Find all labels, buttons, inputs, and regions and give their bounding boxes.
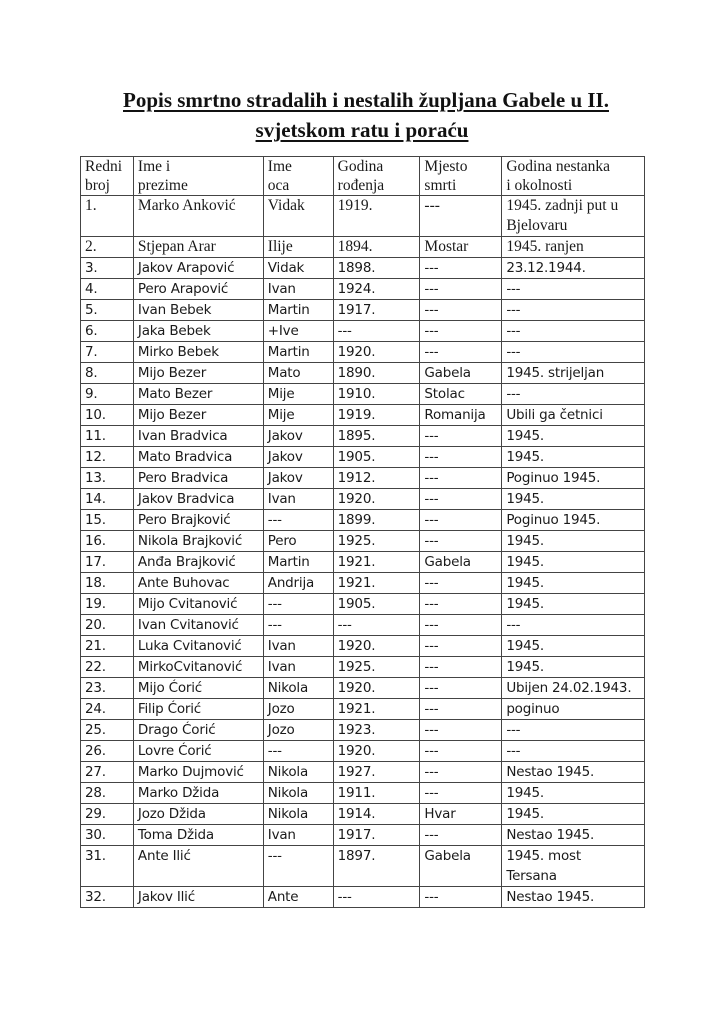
birth-year-cell: 1911.	[333, 783, 420, 804]
header-text-line: prezime	[137, 177, 188, 194]
fate-text-line: Nestao 1945.	[506, 889, 595, 905]
place-of-death-cell: ---	[420, 783, 502, 804]
place-of-death-cell: ---	[420, 531, 502, 552]
place-of-death-cell: Gabela	[420, 552, 502, 573]
table-row	[81, 447, 645, 468]
fate-text-line: Ubijen 24.02.1943.	[506, 680, 632, 696]
fate-cell	[502, 342, 645, 363]
name-cell: Filip Ćorić	[133, 699, 263, 720]
name-cell: Marko Džida	[133, 783, 263, 804]
name-cell: Pero Bradvica	[133, 468, 263, 489]
place-of-death-cell: ---	[420, 573, 502, 594]
place-of-death-cell: Gabela	[420, 363, 502, 384]
birth-year-cell: 1919.	[333, 196, 420, 237]
ordinal-cell: 3.	[81, 258, 134, 279]
fate-cell	[502, 196, 645, 237]
place-of-death-cell: ---	[420, 762, 502, 783]
header-text-line: Ime i	[137, 158, 171, 175]
ordinal-cell: 11.	[81, 426, 134, 447]
fate-text-line: Tersana	[506, 868, 557, 884]
fate-text-line: Poginuo 1945.	[506, 512, 601, 528]
father-name-cell: ---	[263, 594, 333, 615]
fate-cell	[502, 489, 645, 510]
father-name-cell: Ante	[263, 887, 333, 908]
table-row	[81, 678, 645, 699]
father-name-cell: Jakov	[263, 468, 333, 489]
table-row	[81, 825, 645, 846]
father-name-cell: Mato	[263, 363, 333, 384]
ordinal-cell: 23.	[81, 678, 134, 699]
ordinal-cell: 12.	[81, 447, 134, 468]
fate-cell	[502, 846, 645, 887]
name-cell: Nikola Brajković	[133, 531, 263, 552]
birth-year-cell: 1899.	[333, 510, 420, 531]
header-text-line: i okolnosti	[506, 177, 573, 194]
header-full-name	[133, 157, 263, 196]
place-of-death-cell: ---	[420, 342, 502, 363]
name-cell: Mato Bradvica	[133, 447, 263, 468]
header-ordinal	[81, 157, 134, 196]
father-name-cell: Vidak	[263, 196, 333, 237]
table-row	[81, 741, 645, 762]
table-row	[81, 510, 645, 531]
father-name-cell: Jozo	[263, 699, 333, 720]
father-name-cell: Ivan	[263, 279, 333, 300]
name-cell: Stjepan Arar	[133, 237, 263, 258]
fate-text-line: ---	[506, 617, 521, 633]
header-place-of-death	[420, 157, 502, 196]
ordinal-cell: 27.	[81, 762, 134, 783]
table-row	[81, 489, 645, 510]
header-text-line: Redni	[85, 158, 123, 175]
table-row	[81, 615, 645, 636]
ordinal-cell: 28.	[81, 783, 134, 804]
table-row	[81, 552, 645, 573]
birth-year-cell: 1905.	[333, 594, 420, 615]
ordinal-cell: 24.	[81, 699, 134, 720]
place-of-death-cell: ---	[420, 300, 502, 321]
father-name-cell: Nikola	[263, 783, 333, 804]
fate-cell	[502, 405, 645, 426]
place-of-death-cell: ---	[420, 426, 502, 447]
ordinal-cell: 5.	[81, 300, 134, 321]
fate-cell	[502, 741, 645, 762]
fate-cell	[502, 594, 645, 615]
table-row	[81, 321, 645, 342]
name-cell: Mijo Bezer	[133, 363, 263, 384]
name-cell: Ante Ilić	[133, 846, 263, 887]
fate-cell	[502, 384, 645, 405]
father-name-cell: ---	[263, 846, 333, 887]
fate-cell	[502, 657, 645, 678]
birth-year-cell: 1895.	[333, 426, 420, 447]
ordinal-cell: 9.	[81, 384, 134, 405]
header-text-line: Ime	[267, 158, 292, 175]
fate-text-line: ---	[506, 344, 521, 360]
father-name-cell: Pero	[263, 531, 333, 552]
table-row	[81, 531, 645, 552]
fate-text-line: poginuo	[506, 701, 560, 717]
fate-text-line: 1945. most	[506, 848, 581, 864]
table-row	[81, 804, 645, 825]
fate-cell	[502, 279, 645, 300]
father-name-cell: ---	[263, 510, 333, 531]
name-cell: Pero Brajković	[133, 510, 263, 531]
birth-year-cell: 1905.	[333, 447, 420, 468]
father-name-cell: Jakov	[263, 447, 333, 468]
birth-year-cell: 1927.	[333, 762, 420, 783]
fate-cell	[502, 762, 645, 783]
birth-year-cell: 1920.	[333, 636, 420, 657]
header-fate	[502, 157, 645, 196]
fate-text-line: 1945. strijeljan	[506, 365, 605, 381]
fate-cell	[502, 636, 645, 657]
place-of-death-cell: Romanija	[420, 405, 502, 426]
father-name-cell: Ivan	[263, 657, 333, 678]
name-cell: Anđa Brajković	[133, 552, 263, 573]
ordinal-cell: 10.	[81, 405, 134, 426]
ordinal-cell: 13.	[81, 468, 134, 489]
ordinal-cell: 31.	[81, 846, 134, 887]
place-of-death-cell: ---	[420, 594, 502, 615]
father-name-cell: Ivan	[263, 489, 333, 510]
fate-cell	[502, 363, 645, 384]
ordinal-cell: 14.	[81, 489, 134, 510]
fate-cell	[502, 552, 645, 573]
fate-cell	[502, 531, 645, 552]
ordinal-cell: 7.	[81, 342, 134, 363]
table-row	[81, 196, 645, 237]
birth-year-cell: 1920.	[333, 489, 420, 510]
fate-text-line: ---	[506, 743, 521, 759]
table-row	[81, 468, 645, 489]
table-row	[81, 887, 645, 908]
father-name-cell: ---	[263, 615, 333, 636]
fate-cell	[502, 804, 645, 825]
table-row	[81, 594, 645, 615]
table-row	[81, 384, 645, 405]
header-text-line: rođenja	[337, 177, 385, 194]
place-of-death-cell: ---	[420, 887, 502, 908]
name-cell: Ivan Cvitanović	[133, 615, 263, 636]
ordinal-cell: 30.	[81, 825, 134, 846]
birth-year-cell: 1890.	[333, 363, 420, 384]
father-name-cell: ---	[263, 741, 333, 762]
place-of-death-cell: ---	[420, 447, 502, 468]
place-of-death-cell: Mostar	[420, 237, 502, 258]
place-of-death-cell: ---	[420, 258, 502, 279]
birth-year-cell: 1921.	[333, 552, 420, 573]
fate-text-line: Nestao 1945.	[506, 827, 595, 843]
father-name-cell: Nikola	[263, 804, 333, 825]
birth-year-cell: 1920.	[333, 678, 420, 699]
name-cell: Jakov Bradvica	[133, 489, 263, 510]
table-row	[81, 405, 645, 426]
fate-text-line: Poginuo 1945.	[506, 470, 601, 486]
ordinal-cell: 6.	[81, 321, 134, 342]
header-text-line: broj	[85, 177, 110, 194]
fate-text-line: 23.12.1944.	[506, 260, 586, 276]
fate-text-line: 1945. zadnji put u	[506, 197, 619, 214]
ordinal-cell: 2.	[81, 237, 134, 258]
place-of-death-cell: ---	[420, 196, 502, 237]
table-row	[81, 657, 645, 678]
name-cell: Jaka Bebek	[133, 321, 263, 342]
fate-text-line: ---	[506, 281, 521, 297]
name-cell: Marko Dujmović	[133, 762, 263, 783]
birth-year-cell: 1921.	[333, 699, 420, 720]
fate-text-line: Nestao 1945.	[506, 764, 595, 780]
document-title-line-2: svjetskom ratu i poraću	[255, 118, 469, 142]
fate-text-line: ---	[506, 323, 521, 339]
father-name-cell: Martin	[263, 342, 333, 363]
birth-year-cell: 1917.	[333, 825, 420, 846]
place-of-death-cell: ---	[420, 489, 502, 510]
table-header-row	[81, 157, 645, 196]
name-cell: MirkoCvitanović	[133, 657, 263, 678]
fate-cell	[502, 468, 645, 489]
father-name-cell: Andrija	[263, 573, 333, 594]
header-father-name	[263, 157, 333, 196]
fate-text-line: 1945.	[506, 659, 544, 675]
birth-year-cell: 1898.	[333, 258, 420, 279]
table-row	[81, 699, 645, 720]
birth-year-cell: 1917.	[333, 300, 420, 321]
table-row	[81, 720, 645, 741]
father-name-cell: Martin	[263, 552, 333, 573]
place-of-death-cell: ---	[420, 279, 502, 300]
table-row	[81, 300, 645, 321]
name-cell: Mirko Bebek	[133, 342, 263, 363]
header-text-line: smrti	[424, 177, 457, 194]
fate-text-line: 1945.	[506, 449, 544, 465]
name-cell: Ante Buhovac	[133, 573, 263, 594]
place-of-death-cell: Gabela	[420, 846, 502, 887]
fate-cell	[502, 615, 645, 636]
father-name-cell: Ivan	[263, 825, 333, 846]
birth-year-cell: 1921.	[333, 573, 420, 594]
fate-text-line: 1945.	[506, 575, 544, 591]
document-title-line-1: Popis smrtno stradalih i nestalih župljana Gabele u II.	[123, 88, 609, 112]
header-text-line: Godina nestanka	[506, 158, 611, 175]
name-cell: Jakov Arapović	[133, 258, 263, 279]
table-row	[81, 846, 645, 887]
ordinal-cell: 16.	[81, 531, 134, 552]
name-cell: Mijo Ćorić	[133, 678, 263, 699]
table-row	[81, 783, 645, 804]
ordinal-cell: 1.	[81, 196, 134, 237]
birth-year-cell: 1925.	[333, 531, 420, 552]
header-text-line: Godina	[337, 158, 384, 175]
birth-year-cell: 1912.	[333, 468, 420, 489]
ordinal-cell: 17.	[81, 552, 134, 573]
birth-year-cell: ---	[333, 615, 420, 636]
ordinal-cell: 22.	[81, 657, 134, 678]
ordinal-cell: 19.	[81, 594, 134, 615]
fate-cell	[502, 300, 645, 321]
table-row	[81, 636, 645, 657]
fate-text-line: 1945.	[506, 554, 544, 570]
fate-cell	[502, 887, 645, 908]
fate-cell	[502, 678, 645, 699]
ordinal-cell: 8.	[81, 363, 134, 384]
place-of-death-cell: ---	[420, 699, 502, 720]
fate-text-line: 1945.	[506, 596, 544, 612]
ordinal-cell: 20.	[81, 615, 134, 636]
name-cell: Toma Džida	[133, 825, 263, 846]
birth-year-cell: 1924.	[333, 279, 420, 300]
place-of-death-cell: ---	[420, 678, 502, 699]
fate-text-line: 1945.	[506, 806, 544, 822]
ordinal-cell: 4.	[81, 279, 134, 300]
birth-year-cell: 1925.	[333, 657, 420, 678]
fate-text-line: 1945. ranjen	[506, 238, 584, 255]
table-row	[81, 762, 645, 783]
fate-text-line: 1945.	[506, 491, 544, 507]
name-cell: Lovre Ćorić	[133, 741, 263, 762]
father-name-cell: Ilije	[263, 237, 333, 258]
fate-cell	[502, 510, 645, 531]
place-of-death-cell: ---	[420, 741, 502, 762]
ordinal-cell: 26.	[81, 741, 134, 762]
ordinal-cell: 29.	[81, 804, 134, 825]
table-row	[81, 426, 645, 447]
fate-cell	[502, 447, 645, 468]
table-row	[81, 279, 645, 300]
fate-cell	[502, 699, 645, 720]
father-name-cell: Martin	[263, 300, 333, 321]
ordinal-cell: 18.	[81, 573, 134, 594]
place-of-death-cell: ---	[420, 321, 502, 342]
father-name-cell: Mije	[263, 405, 333, 426]
place-of-death-cell: Hvar	[420, 804, 502, 825]
birth-year-cell: 1897.	[333, 846, 420, 887]
name-cell: Drago Ćorić	[133, 720, 263, 741]
table-row	[81, 573, 645, 594]
name-cell: Mijo Cvitanović	[133, 594, 263, 615]
birth-year-cell: 1910.	[333, 384, 420, 405]
birth-year-cell: 1914.	[333, 804, 420, 825]
fate-text-line: ---	[506, 386, 521, 402]
table-row	[81, 237, 645, 258]
table-body	[81, 196, 645, 908]
birth-year-cell: 1923.	[333, 720, 420, 741]
birth-year-cell: 1920.	[333, 342, 420, 363]
fate-cell	[502, 825, 645, 846]
name-cell: Pero Arapović	[133, 279, 263, 300]
father-name-cell: Jozo	[263, 720, 333, 741]
birth-year-cell: 1920.	[333, 741, 420, 762]
fate-text-line: 1945.	[506, 428, 544, 444]
fate-text-line: 1945.	[506, 533, 544, 549]
place-of-death-cell: ---	[420, 657, 502, 678]
name-cell: Mato Bezer	[133, 384, 263, 405]
father-name-cell: Ivan	[263, 636, 333, 657]
father-name-cell: Nikola	[263, 762, 333, 783]
header-birth-year	[333, 157, 420, 196]
fate-cell	[502, 237, 645, 258]
ordinal-cell: 25.	[81, 720, 134, 741]
father-name-cell: Mije	[263, 384, 333, 405]
place-of-death-cell: ---	[420, 825, 502, 846]
fate-cell	[502, 258, 645, 279]
father-name-cell: Vidak	[263, 258, 333, 279]
header-text-line: oca	[267, 177, 290, 194]
birth-year-cell: 1894.	[333, 237, 420, 258]
birth-year-cell: 1919.	[333, 405, 420, 426]
fate-text-line: Ubili ga četnici	[506, 407, 603, 423]
ordinal-cell: 32.	[81, 887, 134, 908]
fate-cell	[502, 720, 645, 741]
table-row	[81, 258, 645, 279]
place-of-death-cell: ---	[420, 615, 502, 636]
fate-cell	[502, 321, 645, 342]
table-row	[81, 342, 645, 363]
name-cell: Jozo Džida	[133, 804, 263, 825]
fate-cell	[502, 573, 645, 594]
father-name-cell: Jakov	[263, 426, 333, 447]
casualty-table	[80, 156, 645, 908]
table-row	[81, 363, 645, 384]
header-text-line: Mjesto	[424, 158, 468, 175]
fate-cell	[502, 783, 645, 804]
place-of-death-cell: ---	[420, 636, 502, 657]
birth-year-cell: ---	[333, 887, 420, 908]
father-name-cell: Nikola	[263, 678, 333, 699]
birth-year-cell: ---	[333, 321, 420, 342]
father-name-cell: +Ive	[263, 321, 333, 342]
name-cell: Mijo Bezer	[133, 405, 263, 426]
ordinal-cell: 21.	[81, 636, 134, 657]
ordinal-cell: 15.	[81, 510, 134, 531]
name-cell: Marko Anković	[133, 196, 263, 237]
fate-text-line: ---	[506, 302, 521, 318]
place-of-death-cell: ---	[420, 468, 502, 489]
fate-text-line: ---	[506, 722, 521, 738]
name-cell: Luka Cvitanović	[133, 636, 263, 657]
place-of-death-cell: ---	[420, 720, 502, 741]
fate-text-line: 1945.	[506, 785, 544, 801]
fate-text-line: 1945.	[506, 638, 544, 654]
name-cell: Ivan Bradvica	[133, 426, 263, 447]
name-cell: Jakov Ilić	[133, 887, 263, 908]
place-of-death-cell: Stolac	[420, 384, 502, 405]
fate-text-line: Bjelovaru	[506, 217, 568, 234]
name-cell: Ivan Bebek	[133, 300, 263, 321]
place-of-death-cell: ---	[420, 510, 502, 531]
fate-cell	[502, 426, 645, 447]
